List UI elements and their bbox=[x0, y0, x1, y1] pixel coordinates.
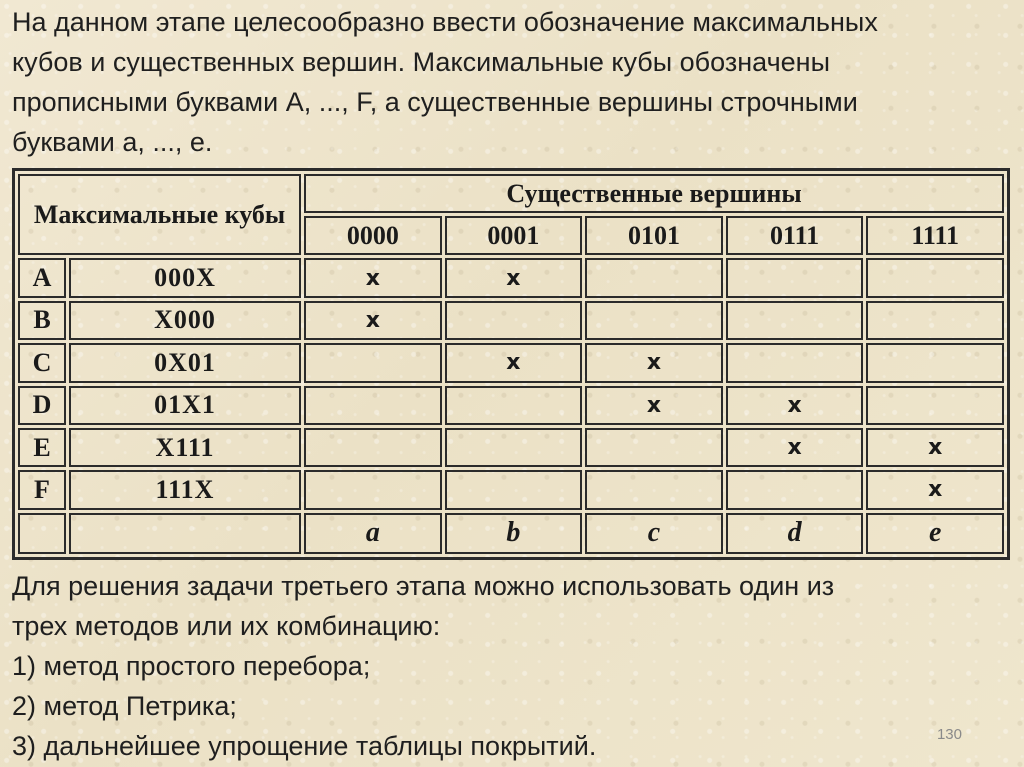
coverage-mark-cell: x bbox=[726, 428, 864, 467]
empty-cell bbox=[445, 386, 583, 425]
cube-letter-cell: E bbox=[18, 428, 66, 467]
vertex-letter-cell: a bbox=[304, 513, 442, 554]
header-max-cubes: Максимальные кубы bbox=[18, 174, 301, 255]
empty-cell bbox=[585, 301, 723, 340]
vertex-code-cell: 1111 bbox=[866, 216, 1004, 255]
empty-cell bbox=[866, 343, 1004, 382]
cube-letter-cell: C bbox=[18, 343, 66, 382]
vertex-code-cell: 0101 bbox=[585, 216, 723, 255]
cube-letter-cell: D bbox=[18, 386, 66, 425]
cube-code-cell: 01X1 bbox=[69, 386, 301, 425]
cube-letter-cell: F bbox=[18, 470, 66, 509]
table-row bbox=[18, 428, 1004, 467]
intro-line: буквами a, ..., e. bbox=[12, 127, 213, 157]
empty-cell bbox=[304, 386, 442, 425]
cube-code-cell: 111X bbox=[69, 470, 301, 509]
cube-code-cell: 0X01 bbox=[69, 343, 301, 382]
vertex-letter-row bbox=[18, 513, 1004, 554]
vertex-letter-cell: c bbox=[585, 513, 723, 554]
method-item: 2) метод Петрика; bbox=[12, 691, 237, 721]
coverage-mark-cell: x bbox=[304, 258, 442, 297]
empty-cell bbox=[69, 513, 301, 554]
methods-paragraph bbox=[12, 566, 1016, 766]
empty-cell bbox=[726, 258, 864, 297]
empty-cell bbox=[18, 513, 66, 554]
method-item: 1) метод простого перебора; bbox=[12, 651, 371, 681]
vertex-code-cell: 0000 bbox=[304, 216, 442, 255]
vertex-code-cell: 0111 bbox=[726, 216, 864, 255]
empty-cell bbox=[445, 470, 583, 509]
table-header-row bbox=[18, 174, 1004, 213]
table-row bbox=[18, 301, 1004, 340]
empty-cell bbox=[866, 386, 1004, 425]
coverage-mark-cell: x bbox=[866, 428, 1004, 467]
vertex-letter-cell: e bbox=[866, 513, 1004, 554]
coverage-mark-cell: x bbox=[726, 386, 864, 425]
cube-code-cell: 000X bbox=[69, 258, 301, 297]
empty-cell bbox=[866, 258, 1004, 297]
vertex-code-cell: 0001 bbox=[445, 216, 583, 255]
table-row bbox=[18, 386, 1004, 425]
coverage-mark-cell: x bbox=[585, 386, 723, 425]
empty-cell bbox=[445, 428, 583, 467]
outro-line: трех методов или их комбинацию: bbox=[12, 611, 441, 641]
cube-letter-cell: A bbox=[18, 258, 66, 297]
coverage-mark-cell: x bbox=[445, 343, 583, 382]
empty-cell bbox=[866, 301, 1004, 340]
method-item: 3) дальнейшее упрощение таблицы покрытий. bbox=[12, 731, 597, 761]
outro-line: Для решения задачи третьего этапа можно использовать один из bbox=[12, 571, 835, 601]
table-row bbox=[18, 258, 1004, 297]
empty-cell bbox=[726, 470, 864, 509]
empty-cell bbox=[304, 428, 442, 467]
table-row bbox=[18, 470, 1004, 509]
coverage-mark-cell: x bbox=[866, 470, 1004, 509]
empty-cell bbox=[726, 343, 864, 382]
cube-code-cell: X111 bbox=[69, 428, 301, 467]
cube-code-cell: X000 bbox=[69, 301, 301, 340]
empty-cell bbox=[304, 343, 442, 382]
coverage-table bbox=[12, 168, 1010, 560]
vertex-letter-cell: d bbox=[726, 513, 864, 554]
empty-cell bbox=[585, 470, 723, 509]
empty-cell bbox=[304, 470, 442, 509]
coverage-mark-cell: x bbox=[445, 258, 583, 297]
empty-cell bbox=[445, 301, 583, 340]
coverage-mark-cell: x bbox=[304, 301, 442, 340]
table-row bbox=[18, 343, 1004, 382]
header-essential-vertices: Существенные вершины bbox=[304, 174, 1004, 213]
intro-paragraph bbox=[12, 2, 1016, 162]
coverage-table-grid bbox=[15, 171, 1007, 557]
page-number: 130 bbox=[936, 726, 962, 743]
intro-line: прописными буквами A, ..., F, а существенные вершины строчными bbox=[12, 87, 858, 117]
empty-cell bbox=[585, 258, 723, 297]
empty-cell bbox=[726, 301, 864, 340]
cube-letter-cell: B bbox=[18, 301, 66, 340]
empty-cell bbox=[585, 428, 723, 467]
coverage-mark-cell: x bbox=[585, 343, 723, 382]
intro-line: кубов и существенных вершин. Максимальные кубы обозначены bbox=[12, 47, 830, 77]
intro-line: На данном этапе целесообразно ввести обозначение максимальных bbox=[12, 7, 878, 37]
vertex-letter-cell: b bbox=[445, 513, 583, 554]
